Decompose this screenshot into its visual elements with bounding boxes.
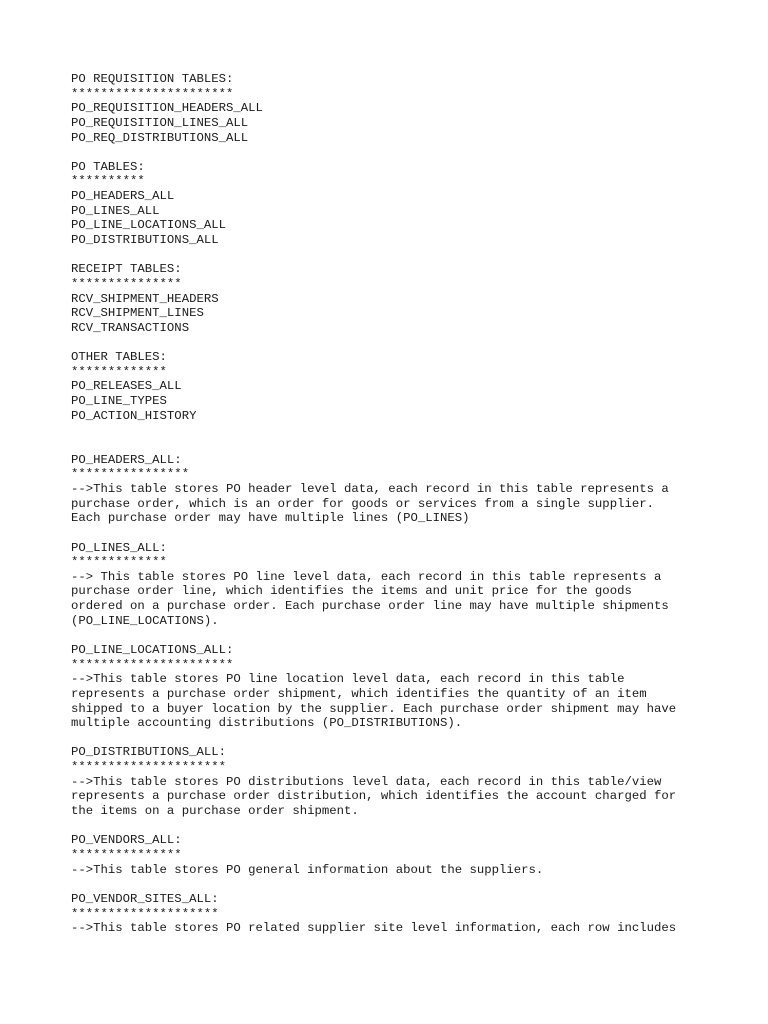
heading-underline: ************* <box>71 555 167 570</box>
heading-underline: ********************** <box>71 657 234 672</box>
section-po-requisition-tables <box>71 72 751 160</box>
text-line: PO_REQUISITION_LINES_ALL <box>71 115 249 130</box>
section-po-headers-all <box>71 453 751 541</box>
section-heading: OTHER TABLES: <box>71 350 167 365</box>
text-line: ordered on a purchase order. Each purchase order line may have multiple shipments <box>71 599 669 614</box>
section-heading: PO_LINE_LOCATIONS_ALL: <box>71 642 234 657</box>
section-heading: PO TABLES: <box>71 159 145 174</box>
text-line: Each purchase order may have multiple lines (PO_LINES) <box>71 511 470 526</box>
blank-line <box>71 819 751 834</box>
blank-line <box>71 336 751 351</box>
section-receipt-tables <box>71 262 751 350</box>
section-heading: RECEIPT TABLES: <box>71 262 182 277</box>
document-page <box>71 72 751 936</box>
text-line: RCV_SHIPMENT_LINES <box>71 306 204 321</box>
text-line: --> This table stores PO line level data, each record in this table represents a <box>71 569 662 584</box>
heading-underline: **************** <box>71 467 190 482</box>
section-heading: PO_HEADERS_ALL: <box>71 452 182 467</box>
text-line: PO_ACTION_HISTORY <box>71 408 197 423</box>
section-heading: PO_VENDORS_ALL: <box>71 833 182 848</box>
text-line: -->This table stores PO line location level data, each record in this table <box>71 672 625 687</box>
text-line: PO_REQ_DISTRIBUTIONS_ALL <box>71 130 249 145</box>
text-line: -->This table stores PO general information about the suppliers. <box>71 862 544 877</box>
heading-underline: ************* <box>71 364 167 379</box>
section-heading: PO_VENDOR_SITES_ALL: <box>71 891 219 906</box>
blank-line <box>71 438 751 453</box>
blank-line <box>71 628 751 643</box>
text-line: shipped to a buyer location by the supplier. Each purchase order shipment may have <box>71 701 677 716</box>
text-line: RCV_SHIPMENT_HEADERS <box>71 291 219 306</box>
heading-underline: *************** <box>71 276 182 291</box>
heading-underline: ******************** <box>71 906 219 921</box>
blank-line <box>71 145 751 160</box>
heading-underline: ********** <box>71 174 145 189</box>
section-po-line-locations-all <box>71 643 751 745</box>
text-line: PO_LINE_LOCATIONS_ALL <box>71 218 226 233</box>
section-heading: PO REQUISITION TABLES: <box>71 72 234 86</box>
text-line: PO_RELEASES_ALL <box>71 379 182 394</box>
text-line: -->This table stores PO distributions level data, each record in this table/view <box>71 774 662 789</box>
text-line: PO_DISTRIBUTIONS_ALL <box>71 233 219 248</box>
text-line: -->This table stores PO header level data, each record in this table represents a <box>71 481 669 496</box>
text-line: PO_LINE_TYPES <box>71 394 167 409</box>
text-line: -->This table stores PO related supplier site level information, each row includes <box>71 921 677 936</box>
text-line: represents a purchase order shipment, which identifies the quantity of an item <box>71 686 647 701</box>
blank-line <box>71 526 751 541</box>
section-heading: PO_DISTRIBUTIONS_ALL: <box>71 745 226 760</box>
text-line: multiple accounting distributions (PO_DISTRIBUTIONS). <box>71 716 463 731</box>
section-other-tables <box>71 350 751 452</box>
text-line: PO_HEADERS_ALL <box>71 189 175 204</box>
section-po-lines-all <box>71 541 751 643</box>
blank-line <box>71 877 751 892</box>
blank-line <box>71 248 751 263</box>
blank-line <box>71 423 751 438</box>
heading-underline: ********************** <box>71 86 234 101</box>
heading-underline: *************** <box>71 847 182 862</box>
text-line: purchase order, which is an order for goods or services from a single supplier. <box>71 496 654 511</box>
section-po-tables <box>71 160 751 262</box>
text-line: the items on a purchase order shipment. <box>71 804 359 819</box>
text-line: PO_REQUISITION_HEADERS_ALL <box>71 101 263 116</box>
text-line: PO_LINES_ALL <box>71 203 160 218</box>
section-po-vendor-sites-all <box>71 892 751 936</box>
blank-line <box>71 731 751 746</box>
section-heading: PO_LINES_ALL: <box>71 540 167 555</box>
text-line: (PO_LINE_LOCATIONS). <box>71 613 219 628</box>
section-po-vendors-all <box>71 833 751 892</box>
section-po-distributions-all <box>71 745 751 833</box>
text-line: represents a purchase order distribution, which identifies the account charged for <box>71 789 677 804</box>
text-line: RCV_TRANSACTIONS <box>71 320 190 335</box>
heading-underline: ********************* <box>71 760 226 775</box>
text-line: purchase order line, which identifies the items and unit price for the goods <box>71 584 632 599</box>
